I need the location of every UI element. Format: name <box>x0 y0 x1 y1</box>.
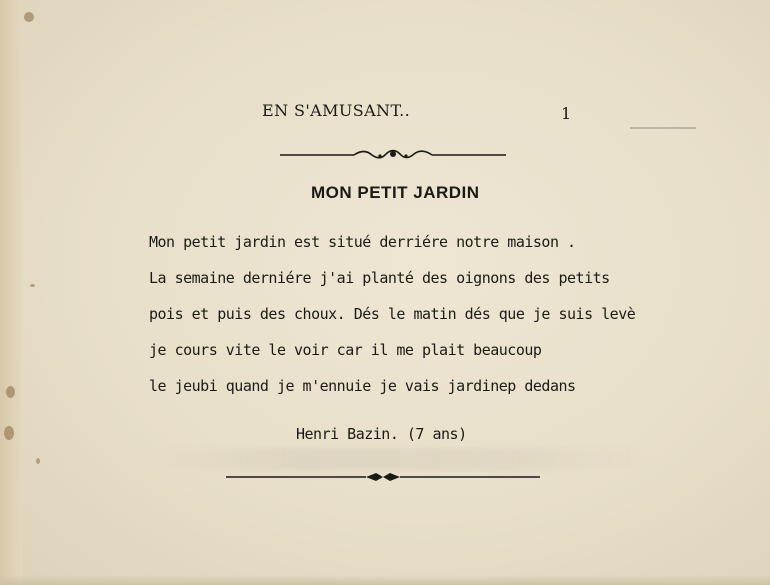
text-line: Mon petit jardin est situé derriére notre maison . <box>149 233 576 251</box>
article-title: MON PETIT JARDIN <box>311 183 480 202</box>
top-ornament-divider <box>280 146 506 162</box>
author-signature: Henri Bazin. (7 ans) <box>296 425 467 443</box>
stain-mark <box>6 386 15 398</box>
article-body <box>149 230 635 410</box>
text-line: je cours vite le voir car il me plait beaucoup <box>149 341 542 359</box>
text-line: le jeubi quand je m'ennuie je vais jardinep dedans <box>149 377 576 395</box>
bleed-through-area <box>150 448 650 470</box>
stain-mark <box>24 12 34 22</box>
stain-mark <box>36 458 40 464</box>
text-line: pois et puis des choux. Dés le matin dés que je suis levè <box>149 305 636 323</box>
bottom-ornament-divider <box>226 470 540 484</box>
stain-mark <box>4 426 14 440</box>
page-number: 1 <box>561 104 572 123</box>
text-line: La semaine derniére j'ai planté des oignons des petits <box>149 269 610 287</box>
bleed-through-mark <box>630 127 696 129</box>
stain-mark <box>30 284 35 287</box>
running-header: EN S'AMUSANT.. <box>262 101 411 120</box>
